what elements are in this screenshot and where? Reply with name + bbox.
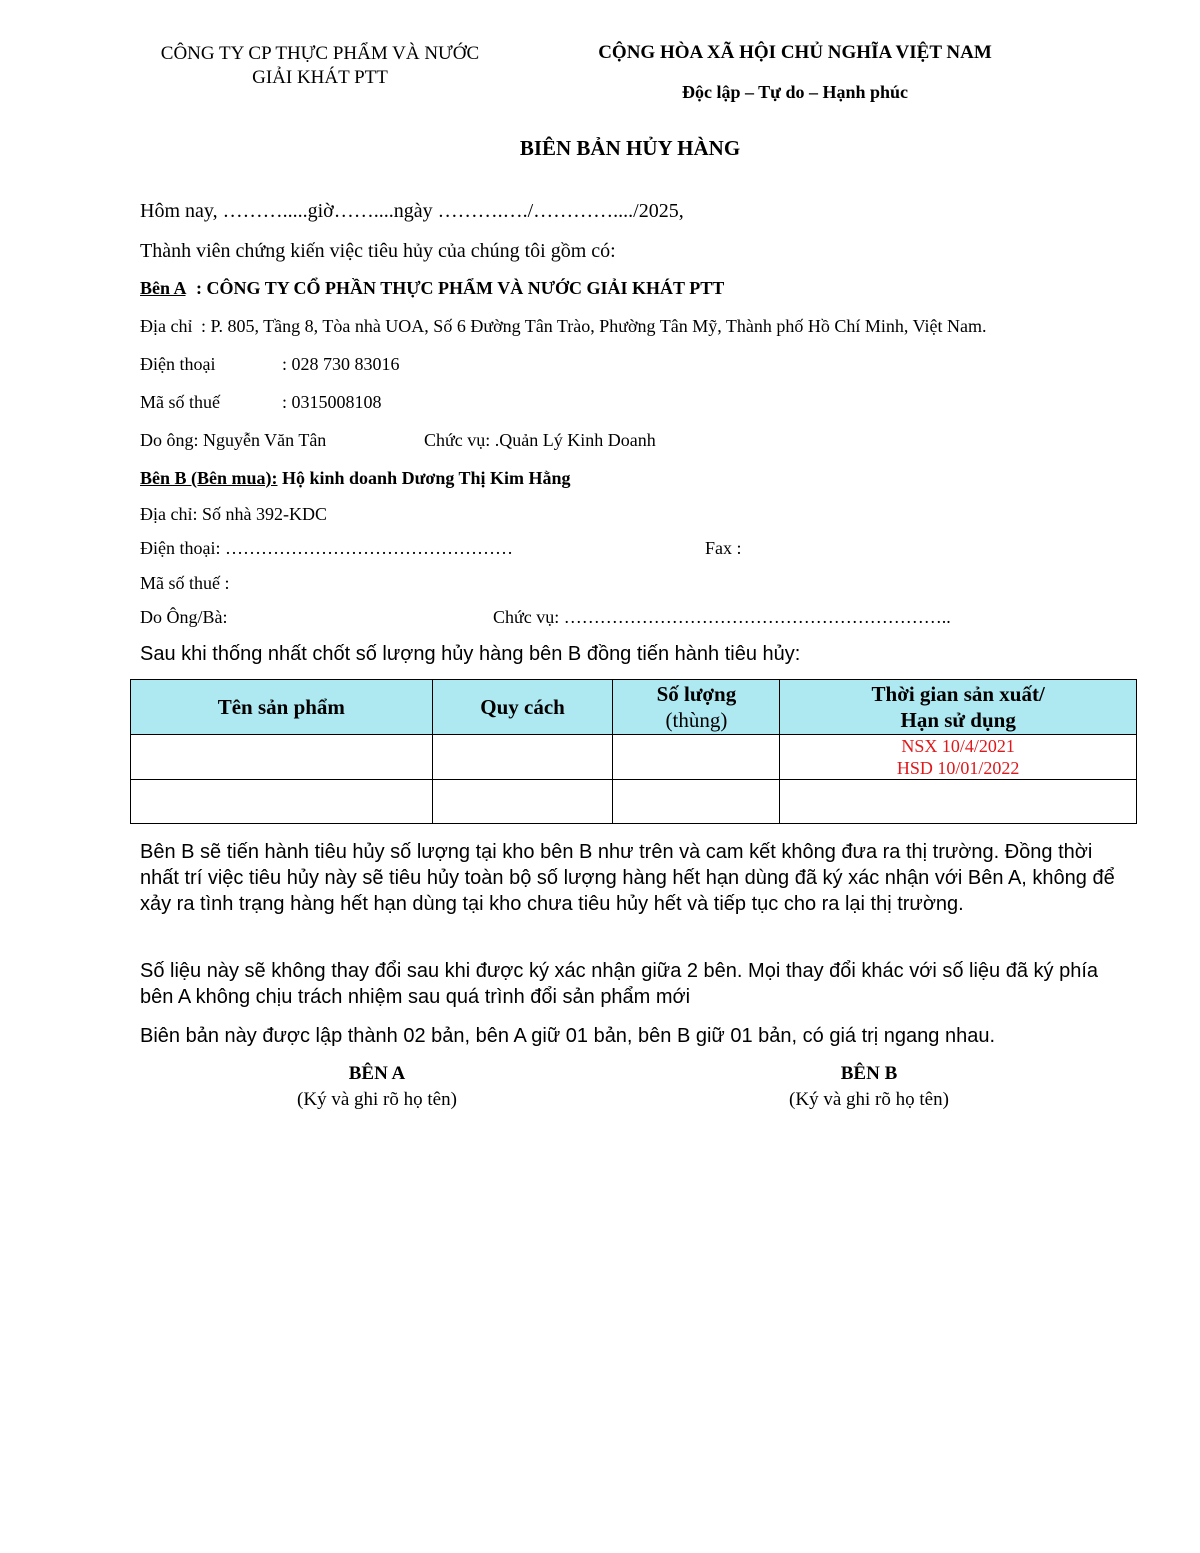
party-a-phone-label: Điện thoại — [140, 354, 216, 374]
company-header — [140, 42, 500, 90]
company-name-line1: CÔNG TY CP THỰC PHẨM VÀ NƯỚC — [160, 43, 480, 64]
party-b-representative: Do Ông/Bà: — [140, 607, 228, 627]
party-a-tax-value: : 0315008108 — [282, 392, 382, 412]
party-a-address-value: : P. 805, Tầng 8, Tòa nhà UOA, Số 6 Đường Tân Trào, Phường Tân Mỹ, Thành phố Hồ Chí Minh, Việt Nam. — [200, 316, 987, 336]
col-header-quantity — [613, 680, 780, 735]
signature-a-note: (Ký và ghi rõ họ tên) — [297, 1089, 457, 1110]
party-b-position: Chức vụ: ……………………………………………………….. — [493, 607, 951, 627]
signature-b-note: (Ký và ghi rõ họ tên) — [789, 1089, 949, 1110]
party-a-phone — [140, 354, 400, 375]
signature-party-b — [719, 1061, 1019, 1113]
party-b-heading — [140, 468, 571, 489]
party-a-address-label: Địa chỉ — [140, 316, 193, 336]
party-b-fax: Fax : — [705, 538, 742, 558]
party-b-name: Hộ kinh doanh Dương Thị Kim Hằng — [277, 468, 571, 488]
destruction-table — [130, 679, 1137, 824]
cell-product — [131, 735, 433, 780]
cell-time — [780, 780, 1137, 824]
table-row — [131, 735, 1137, 780]
col-header-time — [780, 680, 1137, 735]
signature-a-title: BÊN A — [348, 1063, 406, 1084]
party-a-address — [140, 316, 986, 337]
party-a-heading — [140, 278, 724, 299]
date-line: Hôm nay, ……….....giờ……....ngày ……….…./…………..../2025, — [140, 200, 684, 222]
col-header-product: Tên sản phẩm — [131, 680, 433, 735]
party-a-name: : CÔNG TY CỔ PHẦN THỰC PHẨM VÀ NƯỚC GIẢI KHÁT PTT — [196, 278, 725, 298]
party-b-label: Bên B (Bên mua): — [140, 468, 278, 488]
party-b-phone: Điện thoại: ………………………………………… — [140, 538, 513, 558]
document-title: BIÊN BẢN HỦY HÀNG — [519, 136, 741, 160]
cell-exp-date: HSD 10/01/2022 — [896, 758, 1020, 778]
cell-quantity — [613, 735, 780, 780]
party-b-tax: Mã số thuế : — [140, 573, 230, 593]
col-header-spec: Quy cách — [432, 680, 613, 735]
table-row — [131, 780, 1137, 824]
table-header-row — [131, 680, 1137, 735]
cell-spec — [432, 780, 613, 824]
cell-product — [131, 780, 433, 824]
company-name-line2: GIẢI KHÁT PTT — [252, 67, 388, 88]
signature-b-title: BÊN B — [840, 1063, 898, 1084]
cell-quantity — [613, 780, 780, 824]
cell-spec — [432, 735, 613, 780]
party-b-address: Địa chỉ: Số nhà 392-KDC — [140, 504, 327, 524]
party-a-label: Bên A — [140, 278, 186, 298]
time-header-line1: Thời gian sản xuất/ — [871, 682, 1045, 706]
signature-party-a — [227, 1061, 527, 1113]
data-confirmation-paragraph: Số liệu này sẽ không thay đổi sau khi được ký xác nhận giữa 2 bên. Mọi thay đổi khác với số liệu đã ký phía bên A không chịu trách nhiệm sau quá trình đổi sản phẩm mới — [140, 960, 1098, 1008]
agreement-line: Sau khi thống nhất chốt số lượng hủy hàng bên B đồng tiến hành tiêu hủy: — [140, 643, 801, 665]
quantity-header-label: Số lượng — [656, 682, 737, 706]
cell-time — [780, 735, 1137, 780]
nation-title: CỘNG HÒA XÃ HỘI CHỦ NGHĨA VIỆT NAM — [598, 42, 992, 63]
cell-mfg-date: NSX 10/4/2021 — [901, 736, 1015, 756]
party-a-phone-value: : 028 730 83016 — [282, 354, 400, 374]
party-a-tax — [140, 392, 382, 413]
time-header-line2: Hạn sử dụng — [900, 708, 1016, 732]
copies-paragraph: Biên bản này được lập thành 02 bản, bên A giữ 01 bản, bên B giữ 01 bản, có giá trị ngang nhau. — [140, 1025, 996, 1047]
national-motto: Độc lập – Tự do – Hạnh phúc — [681, 82, 909, 102]
national-header — [560, 42, 1030, 103]
members-line: Thành viên chứng kiến việc tiêu hủy của chúng tôi gồm có: — [140, 240, 616, 262]
party-a-representative: Do ông: Nguyễn Văn Tân — [140, 430, 327, 450]
quantity-header-unit: (thùng) — [665, 708, 728, 732]
party-a-position: Chức vụ: .Quản Lý Kinh Doanh — [424, 430, 656, 450]
party-a-tax-label: Mã số thuế — [140, 392, 220, 412]
commitment-paragraph: Bên B sẽ tiến hành tiêu hủy số lượng tại kho bên B như trên và cam kết không đưa ra thị trường. Đồng thời nhất trí việc tiêu hủy này sẽ tiêu hủy toàn bộ số lượng hàng hết hạn dùng đã ký xác nhận với Bên A, không để xảy ra tình trạng hàng hết hạn dùng tại kho chưa tiêu hủy hết và tiếp tục cho ra lại thị trường. — [140, 841, 1115, 915]
